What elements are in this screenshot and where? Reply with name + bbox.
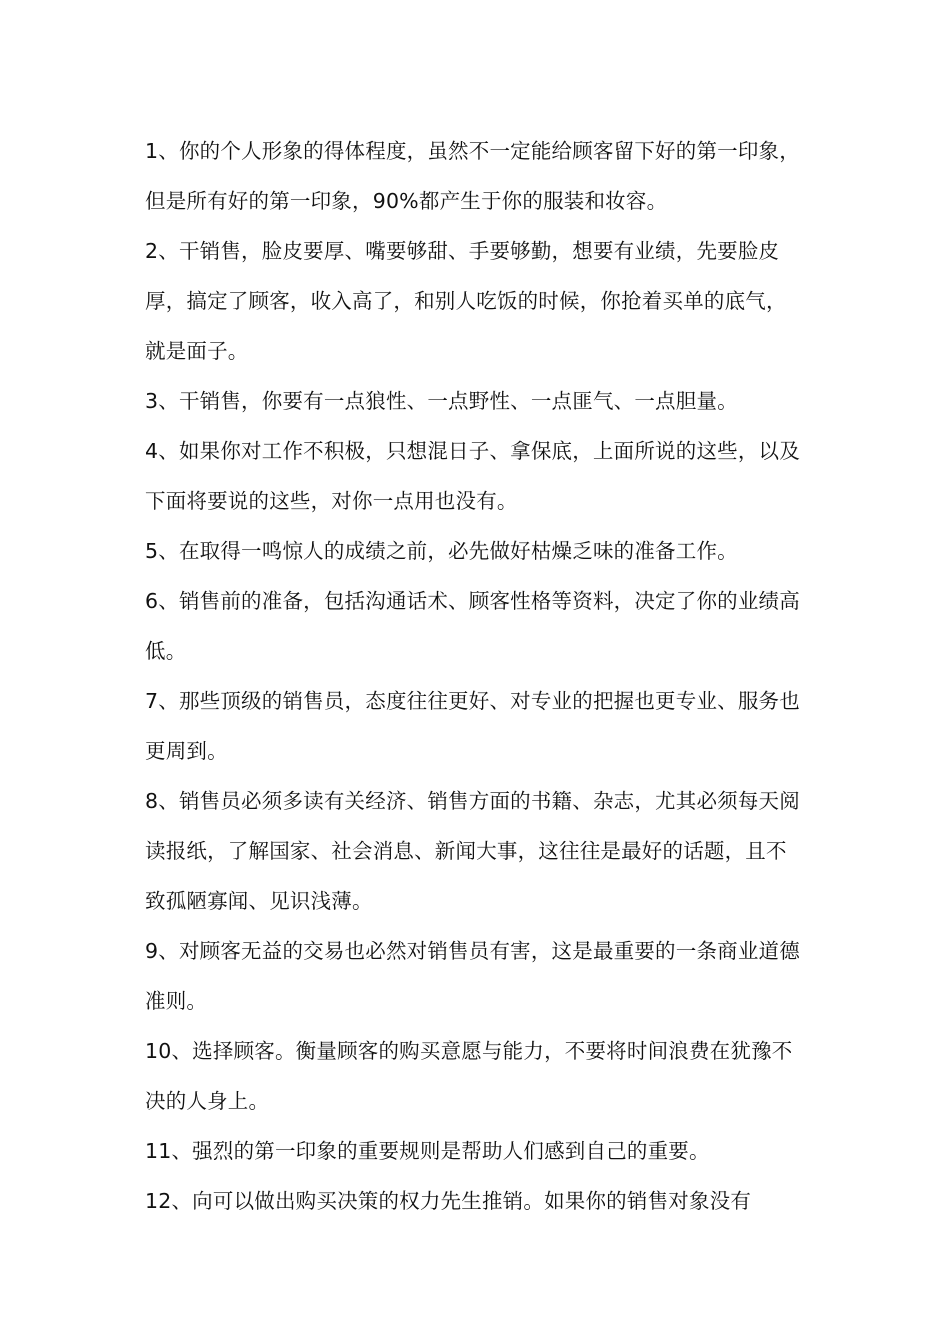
paragraph-3: 3、干销售，你要有一点狼性、一点野性、一点匪气、一点胆量。 (145, 389, 738, 413)
paragraph-5: 5、在取得一鸣惊人的成绩之前，必先做好枯燥乏味的准备工作。 (145, 539, 738, 563)
paragraph-8: 8、销售员必须多读有关经济、销售方面的书籍、杂志，尤其必须每天阅读报纸，了解国家、社会消息、新闻大事，这往往是最好的话题，且不致孤陋寡闻、见识浅薄。 (145, 789, 800, 913)
paragraph-7: 7、那些顶级的销售员，态度往往更好、对专业的把握也更专业、服务也更周到。 (145, 689, 800, 763)
paragraph-10: 10、选择顾客。衡量顾客的购买意愿与能力，不要将时间浪费在犹豫不决的人身上。 (145, 1039, 793, 1113)
paragraph-6: 6、销售前的准备，包括沟通话术、顾客性格等资料，决定了你的业绩高低。 (145, 589, 800, 663)
paragraph-11: 11、强烈的第一印象的重要规则是帮助人们感到自己的重要。 (145, 1139, 710, 1163)
paragraph-2: 2、干销售，脸皮要厚、嘴要够甜、手要够勤，想要有业绩，先要脸皮厚，搞定了顾客，收入高了，和别人吃饭的时候，你抢着买单的底气，就是面子。 (145, 239, 787, 363)
paragraph-1: 1、你的个人形象的得体程度，虽然不一定能给顾客留下好的第一印象，但是所有好的第一印象，90%都产生于你的服装和妆容。 (145, 139, 800, 213)
document-body (145, 126, 807, 1226)
paragraph-4: 4、如果你对工作不积极，只想混日子、拿保底，上面所说的这些，以及下面将要说的这些，对你一点用也没有。 (145, 439, 800, 513)
paragraph-9: 9、对顾客无益的交易也必然对销售员有害，这是最重要的一条商业道德准则。 (145, 939, 800, 1013)
paragraph-12: 12、向可以做出购买决策的权力先生推销。如果你的销售对象没有 (145, 1189, 752, 1213)
